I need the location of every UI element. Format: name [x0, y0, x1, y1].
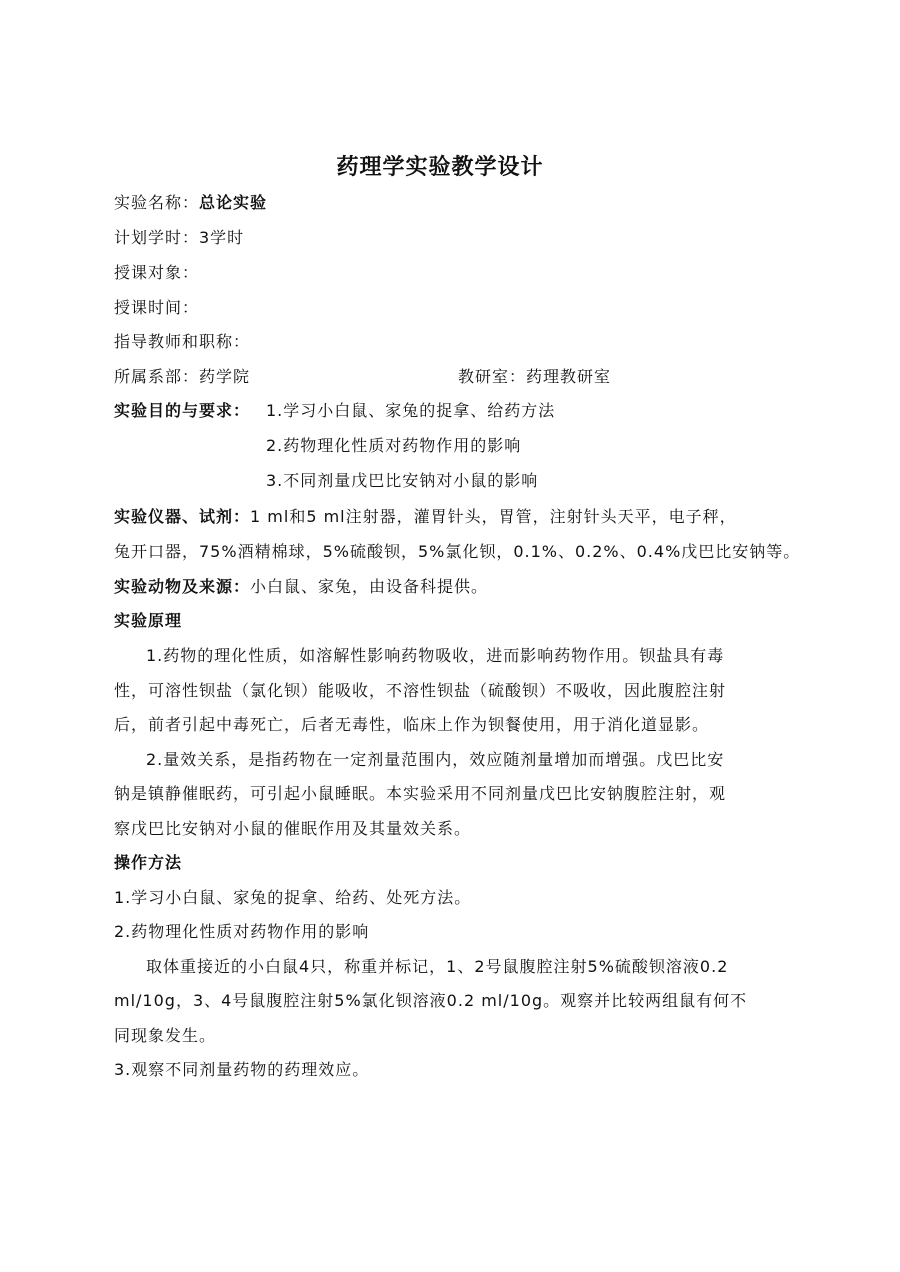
teaching-office-field: 教研室：药理教研室 [458, 367, 612, 386]
instruments-line-1 [114, 506, 737, 528]
animals-value: 小白鼠、家兔，由设备科提供。 [250, 577, 489, 596]
planned-hours-row: 计划学时：3学时 [114, 228, 245, 247]
principle-paragraph-line: 察戊巴比安钠对小鼠的催眠作用及其量效关系。 [114, 819, 472, 838]
method-heading: 操作方法 [114, 853, 183, 872]
experiment-name-value: 总论实验 [199, 193, 268, 212]
department-field: 所属系部：药学院 [114, 367, 251, 386]
instruments-line-2: 兔开口器，75%酒精棉球，5%硫酸钡，5%氯化钡，0.1%、0.2%、0.4%戊巴比安钠等。 [114, 542, 801, 561]
animals-label: 实验动物及来源： [114, 577, 251, 596]
method-step-2-detail: ml/10g，3、4号鼠腹腔注射5%氯化钡溶液0.2 ml/10g。观察并比较两组鼠有何不 [114, 991, 748, 1010]
experiment-name-label: 实验名称： [114, 193, 200, 212]
objectives-label: 实验目的与要求： [114, 401, 251, 420]
method-step-1: 1.学习小白鼠、家兔的捉拿、给药、处死方法。 [114, 888, 472, 907]
teaching-time-row: 授课时间： [114, 298, 200, 317]
objective-item: 1.学习小白鼠、家兔的捉拿、给药方法 [266, 401, 556, 420]
instruments-label: 实验仪器、试剂： [114, 507, 251, 526]
principle-paragraph-line: 2.量效关系，是指药物在一定剂量范围内，效应随剂量增加而增强。戊巴比安 [146, 750, 725, 769]
experiment-name-row [114, 192, 267, 214]
principle-paragraph-line: 1.药物的理化性质，如溶解性影响药物吸收，进而影响药物作用。钡盐具有毒 [146, 646, 725, 665]
objective-item: 3.不同剂量戊巴比安钠对小鼠的影响 [266, 471, 539, 490]
instructor-row: 指导教师和职称： [114, 332, 251, 351]
objective-item: 2.药物理化性质对药物作用的影响 [266, 436, 522, 455]
method-step-2: 2.药物理化性质对药物作用的影响 [114, 922, 370, 941]
method-step-2-detail: 同现象发生。 [114, 1026, 217, 1045]
instruments-text: 1 ml和5 ml注射器，灌胃针头，胃管，注射针头天平，电子秤， [250, 507, 737, 526]
principle-paragraph-line: 后，前者引起中毒死亡，后者无毒性，临床上作为钡餐使用，用于消化道显影。 [114, 715, 710, 734]
document-title: 药理学实验教学设计 [336, 154, 544, 180]
method-step-2-detail: 取体重接近的小白鼠4只，称重并标记，1、2号鼠腹腔注射5%硫酸钡溶液0.2 [146, 957, 729, 976]
method-step-3: 3.观察不同剂量药物的药理效应。 [114, 1060, 370, 1079]
animals-row [114, 576, 488, 598]
principle-paragraph-line: 钠是镇静催眠药，可引起小鼠睡眠。本实验采用不同剂量戊巴比安钠腹腔注射，观 [114, 784, 727, 803]
principle-paragraph-line: 性，可溶性钡盐（氯化钡）能吸收，不溶性钡盐（硫酸钡）不吸收，因此腹腔注射 [114, 681, 727, 700]
audience-row: 授课对象： [114, 263, 200, 282]
principle-heading: 实验原理 [114, 611, 183, 630]
